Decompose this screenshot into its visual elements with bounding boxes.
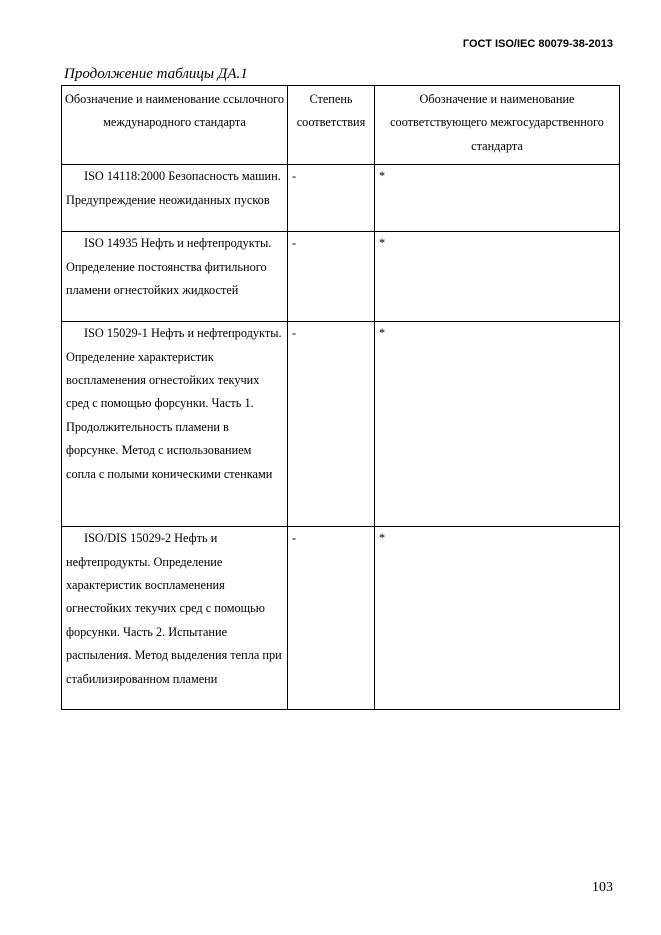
column-header-degree: Степень соответствия [288, 86, 375, 165]
degree-cell: - [288, 165, 375, 232]
degree-cell: - [288, 232, 375, 322]
standard-name-cell [62, 527, 288, 710]
page-number: 103 [592, 880, 613, 895]
table-row [62, 232, 620, 322]
standard-name-cell [62, 322, 288, 527]
standards-table [61, 85, 620, 710]
standard-name: ISO/DIS 15029-2 Нефть и нефтепродукты. Определение характеристик воспламенения огнестойких текучих сред с помощью форсунки. Часть 2. Испытание распыления. Метод выделения тепла при стабилизированном пламени [66, 531, 282, 686]
table-row [62, 527, 620, 710]
standard-name: ISO 14935 Нефть и нефтепродукты. Определение постоянства фитильного пламени огнестойких жидкостей [66, 236, 272, 298]
document-code: ГОСТ ISO/IEC 80079-38-2013 [462, 38, 613, 50]
interstate-standard-cell: * [375, 165, 620, 232]
table-row [62, 322, 620, 527]
standard-name: ISO 15029-1 Нефть и нефтепродукты. Определение характеристик воспламенения огнестойких текучих сред с помощью форсунки. Часть 1. Продолжительность пламени в форсунке. Метод с использованием сопла с полыми коническими стенками [66, 326, 282, 481]
interstate-standard-cell: * [375, 527, 620, 710]
table-row [62, 165, 620, 232]
column-header-interstate-standard: Обозначение и наименование соответствующего межгосударственного стандарта [375, 86, 620, 165]
degree-cell: - [288, 527, 375, 710]
degree-cell: - [288, 322, 375, 527]
interstate-standard-cell: * [375, 232, 620, 322]
table-header-row [62, 86, 620, 165]
table-caption: Продолжение таблицы ДА.1 [64, 66, 248, 82]
column-header-international-standard: Обозначение и наименование ссылочного международного стандарта [62, 86, 288, 165]
standard-name-cell [62, 232, 288, 322]
interstate-standard-cell: * [375, 322, 620, 527]
standard-name: ISO 14118:2000 Безопасность машин. Предупреждение неожиданных пусков [66, 169, 281, 207]
standard-name-cell [62, 165, 288, 232]
